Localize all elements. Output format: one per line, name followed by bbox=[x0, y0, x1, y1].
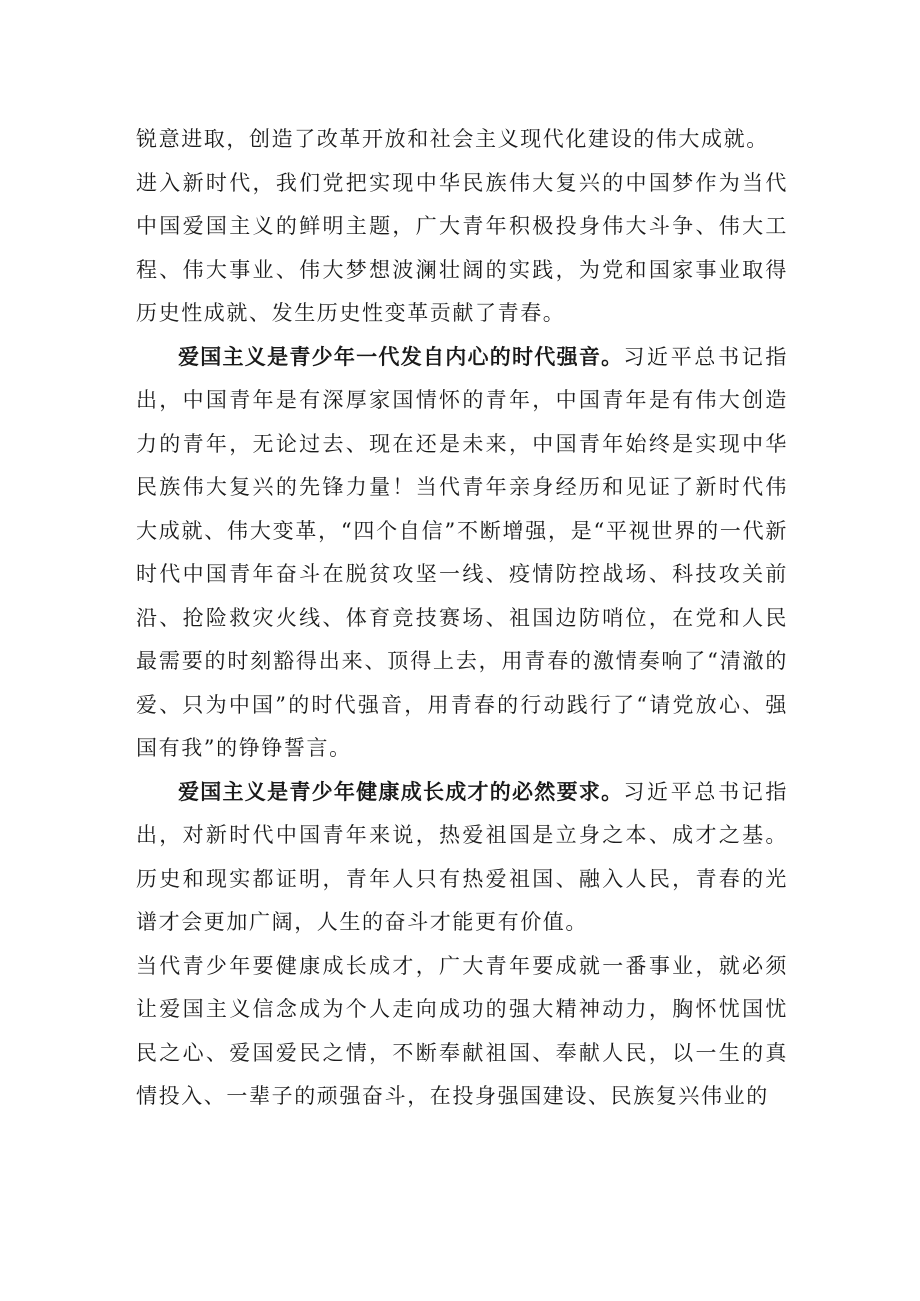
paragraph-lead-heading: 爱国主义是青少年一代发自内心的时代强音。 bbox=[178, 344, 624, 369]
paragraph-text: 锐意进取，创造了改革开放和社会主义现代化建设的伟大成就。 bbox=[136, 127, 769, 151]
paragraph-new-era bbox=[136, 162, 788, 336]
paragraph-text: 进入新时代，我们党把实现中华民族伟大复兴的中国梦作为当代中国爱国主义的鲜明主题，广大青年积极投身伟大斗争、伟大工程、伟大事业、伟大梦想波澜壮阔的实践，为党和国家事业取得历史性成就、发生历史性变革贡献了青春。 bbox=[136, 170, 788, 325]
paragraph-patriotism-growth bbox=[136, 771, 788, 945]
paragraph-youth-success bbox=[136, 945, 788, 1119]
paragraph-lead-heading: 爱国主义是青少年健康成长成才的必然要求。 bbox=[178, 779, 624, 804]
paragraph-text: 习近平总书记指出，中国青年是有深厚家国情怀的青年，中国青年是有伟大创造力的青年，无论过去、现在还是未来，中国青年始终是实现中华民族伟大复兴的先锋力量！当代青年亲身经历和见证了新时代伟大成就、伟大变革，“四个自信”不断增强，是“平视世界的一代新时代中国青年奋斗在脱贫攻坚一线、疫情防控战场、科技攻关前沿、抢险救灾火线、体育竞技赛场、祖国边防哨位，在党和人民最需要的时刻豁得出来、顶得上去，用青春的激情奏响了“清澈的爱、只为中国”的时代强音，用青春的行动践行了“请党放心、强国有我”的铮铮誓言。 bbox=[136, 344, 789, 760]
document-body bbox=[136, 118, 788, 1119]
paragraph-continuation bbox=[136, 118, 788, 162]
paragraph-text: 习近平总书记指出，对新时代中国青年来说，热爱祖国是立身之本、成才之基。历史和现实都证明，青年人只有热爱祖国、融入人民，青春的光谱才会更加广阔，人生的奋斗才能更有价值。 bbox=[136, 779, 789, 934]
paragraph-text: 当代青少年要健康成长成才，广大青年要成就一番事业，就必须让爱国主义信念成为个人走向成功的强大精神动力，胸怀忧国忧民之心、爱国爱民之情，不断奉献祖国、奉献人民，以一生的真情投入、一辈子的顽强奋斗，在投身强国建设、民族复兴伟业的 bbox=[136, 953, 788, 1108]
paragraph-patriotism-voice bbox=[136, 336, 788, 771]
